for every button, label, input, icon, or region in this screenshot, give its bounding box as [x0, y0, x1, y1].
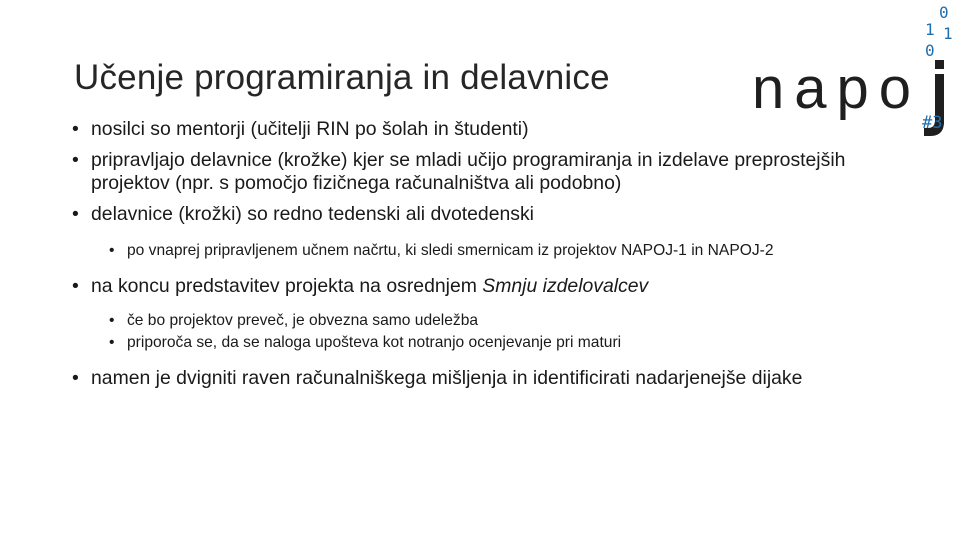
bullet-5: [72, 367, 882, 390]
logo-tag: #3: [922, 113, 943, 133]
bullet-1-text: nosilci so mentorji (učitelji RIN po šolah in študenti): [91, 118, 529, 140]
logo-digit-3: 0: [925, 41, 935, 60]
bullet-dot: •: [72, 203, 79, 225]
bullet-4: [72, 275, 882, 298]
bullet-dot: •: [72, 118, 79, 140]
bullet-list: [72, 118, 882, 398]
bullet-dot: •: [72, 149, 79, 171]
sub-bullet-4-2: [72, 334, 882, 353]
sub-bullet-3-1: [72, 242, 882, 261]
bullet-2: [72, 149, 882, 195]
logo-digit-0: 0: [939, 3, 949, 22]
sub-bullet-4-2-text: priporoča se, da se naloga upošteva kot notranjo ocenjevanje pri maturi: [127, 334, 622, 351]
logo-digit-2: 1: [943, 24, 953, 43]
bullet-1: [72, 118, 882, 141]
bullet-dot: •: [72, 274, 79, 297]
sub-bullet-dot: •: [109, 311, 115, 329]
sub-bullet-4-1-text: če bo projektov preveč, je obvezna samo udeležba: [127, 311, 479, 329]
bullet-5-text: namen je dvigniti raven računalniškega mišljenja in identificirati nadarjenejše dijake: [91, 366, 803, 389]
bullet-3: [72, 203, 882, 226]
bullet-2-text: pripravljajo delavnice (krožke) kjer se mladi učijo programiranja in izdelave preprostejših projektov (npr. s pomočjo fizičnega računalništva ali podobno): [91, 149, 846, 194]
sub-bullet-4-1: [72, 312, 882, 331]
logo-wordmark: napo: [752, 56, 922, 121]
logo-digit-1: 1: [925, 20, 935, 39]
bullet-3-text: delavnice (krožki) so redno tedenski ali dvotedenski: [91, 203, 534, 225]
slide-title: Učenje programiranja in delavnice: [74, 58, 610, 97]
bullet-4-text: na koncu predstavitev projekta na osrednjem: [91, 274, 483, 297]
sub-bullet-dot: •: [109, 242, 115, 259]
bullet-dot: •: [72, 366, 79, 389]
bullet-4-italic-text: Smnju izdelovalcev: [482, 274, 649, 297]
sub-bullet-dot: •: [109, 334, 115, 351]
sub-bullet-3-1-text: po vnaprej pripravljenem učnem načrtu, ki sledi smernicam iz projektov NAPOJ-1 in NAPOJ-2: [127, 242, 774, 259]
